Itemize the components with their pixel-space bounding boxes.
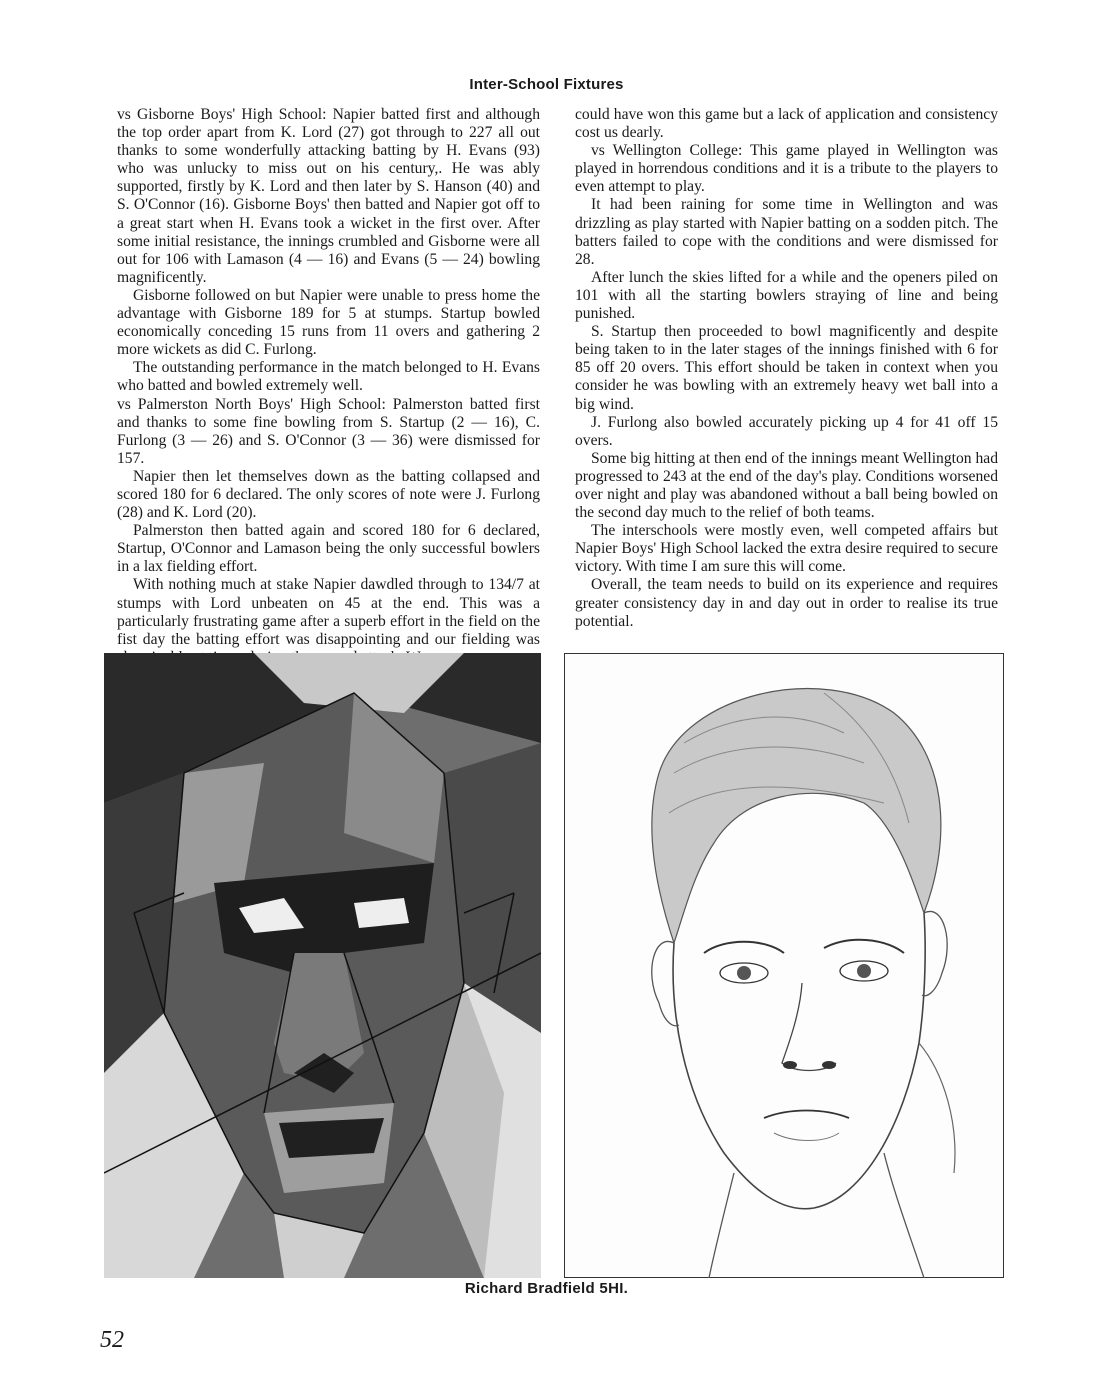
- cubist-face-artwork: [104, 653, 541, 1278]
- paragraph: Some big hitting at then end of the innings meant Wellington had progressed to 243 at the end of the day's play. Conditions worsened over night and play was abandoned without a ball being bowled on the second day much to the relief of both teams.: [575, 449, 998, 522]
- article-column-left: [117, 106, 540, 667]
- page-title: Inter-School Fixtures: [469, 76, 624, 93]
- paragraph: J. Furlong also bowled accurately picking up 4 for 41 off 15 overs.: [575, 413, 998, 449]
- paragraph: vs Wellington College: This game played in Wellington was played in horrendous conditions and it is a tribute to the players to even attempt to play.: [575, 142, 998, 196]
- paragraph: Overall, the team needs to build on its experience and requires greater consistency day in and day out in order to realise its true potential.: [575, 576, 998, 630]
- pencil-portrait-drawing: [564, 653, 1004, 1278]
- paragraph: Gisborne followed on but Napier were unable to press home the advantage with Gisborne 189 for 5 at stumps. Startup bowled economically conceding 15 runs from 11 overs and gathering 2 more wickets as did C. Furlong.: [117, 286, 540, 359]
- pencil-portrait-artwork: [564, 653, 1004, 1278]
- paragraph: Napier then let themselves down as the batting collapsed and scored 180 for 6 declared. The only scores of note were J. Furlong (28) and K. Lord (20).: [117, 467, 540, 522]
- article-column-right: [575, 106, 998, 631]
- paragraph: S. Startup then proceeded to bowl magnificently and despite being taken to in the later stages of the innings finished with 6 for 85 off 20 overs. This effort should be taken in context when you consider he was bowling with an extremely heavy wet ball into a big wind.: [575, 323, 998, 413]
- paragraph: The outstanding performance in the match belonged to H. Evans who batted and bowled extremely well.: [117, 359, 540, 395]
- paragraph: could have won this game but a lack of application and consistency cost us dearly.: [575, 106, 998, 142]
- paragraph: vs Palmerston North Boys' High School: Palmerston batted first and thanks to some fine bowling from S. Startup (2 — 16), C. Furlong (3 — 26) and S. O'Connor (3 — 36) were dismissed for 157.: [117, 395, 540, 467]
- artist-credit-caption: Richard Bradfield 5HI.: [464, 1280, 629, 1297]
- paragraph: With nothing much at stake Napier dawdled through to 134/7 at stumps with Lord unbeaten on 45 at the end. This was a particularly frustrating game after a superb effort in the field on the fist day the batting effort was disappointing and our fielding was: [117, 576, 540, 648]
- page-number: 52: [100, 1327, 124, 1353]
- paragraph: vs Gisborne Boys' High School: Napier batted first and although the top order apart from K. Lord (27) got through to 227 all out thanks to some wonderfully attacking batting by H. Evans (93) who was unlucky to miss out on his century,. He was ably supported, firstly by K. Lord and then later by S. Hanson (40) and S. O'Connor (16). Gisborne Boys' then batted and Napier got off to a great start when H. Evans took a wicket in the first over. After some initial resistance, the innings crumbled and Gisborne were all out for 106 with Lamason (4 — 16) and Evans (5 — 24) bowling magnificently.: [117, 106, 540, 286]
- paragraph: The interschools were mostly even, well competed affairs but Napier Boys' High School lacked the extra desire required to secure victory. With time I am sure this will come.: [575, 522, 998, 576]
- cubist-face-drawing: [104, 653, 541, 1278]
- paragraph: After lunch the skies lifted for a while and the openers piled on 101 with all the starting bowlers straying of line and being punished.: [575, 268, 998, 323]
- paragraph: Palmerston then batted again and scored 180 for 6 declared, Startup, O'Connor and Lamason being the only successful bowlers in a lax fielding effort.: [117, 522, 540, 576]
- paragraph: It had been raining for some time in Wellington and was drizzling as play started with Napier batting on a sodden pitch. The batters failed to cope with the conditions and were dismissed for 28.: [575, 196, 998, 268]
